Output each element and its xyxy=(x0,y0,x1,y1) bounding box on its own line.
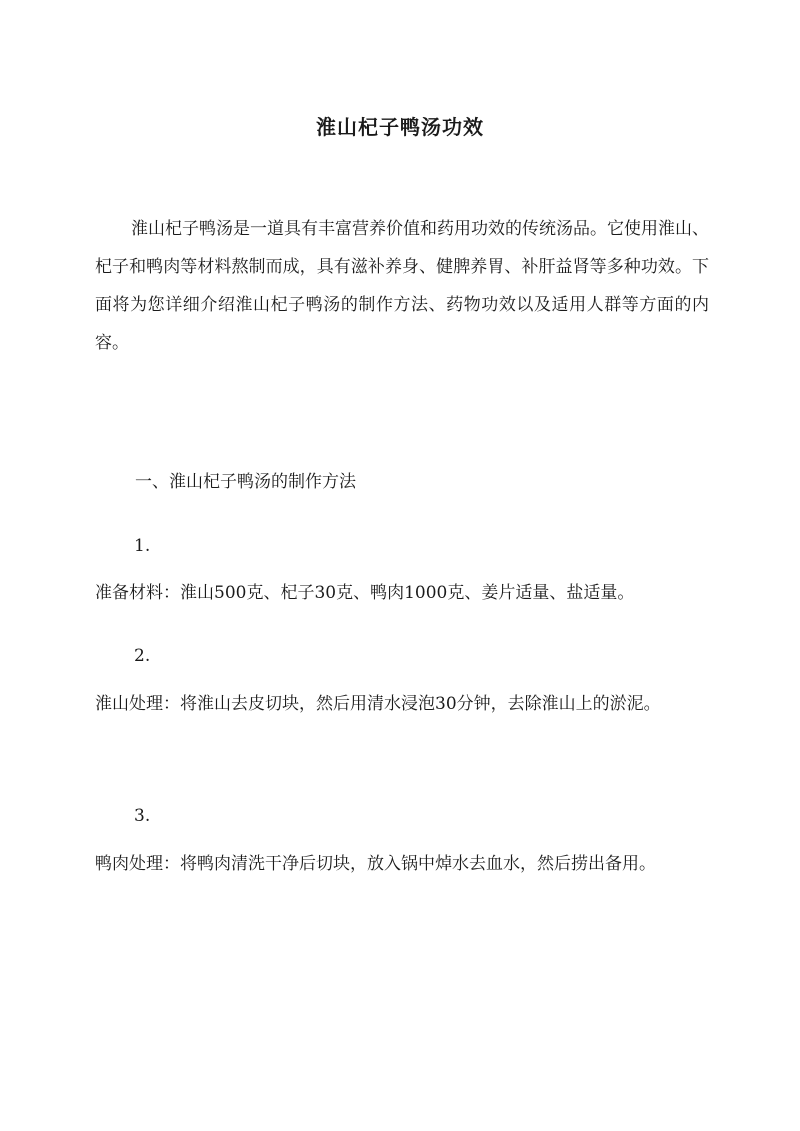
step-number: 1. xyxy=(134,536,151,556)
document-title: 淮山杞子鸭汤功效 xyxy=(316,115,484,140)
step-text: 准备材料：淮山500克、杞子30克、鸭肉1000克、姜片适量、盐适量。 xyxy=(95,583,635,603)
step-text: 淮山处理：将淮山去皮切块，然后用清水浸泡30分钟，去除淮山上的淤泥。 xyxy=(95,694,661,714)
step-number: 3. xyxy=(134,806,151,826)
section-heading: 一、淮山杞子鸭汤的制作方法 xyxy=(135,472,356,492)
step-number: 2. xyxy=(134,646,151,666)
intro-paragraph: 淮山杞子鸭汤是一道具有丰富营养价值和药用功效的传统汤品。它使用淮山、杞子和鸭肉等材料熬制而成，具有滋补养身、健脾养胃、补肝益肾等多种功效。下面将为您详细介绍淮山杞子鸭汤的制作方法、药物功效以及适用人群等方面的内容。 xyxy=(95,219,709,353)
step-text: 鸭肉处理：将鸭肉清洗干净后切块，放入锅中焯水去血水，然后捞出备用。 xyxy=(95,854,656,874)
